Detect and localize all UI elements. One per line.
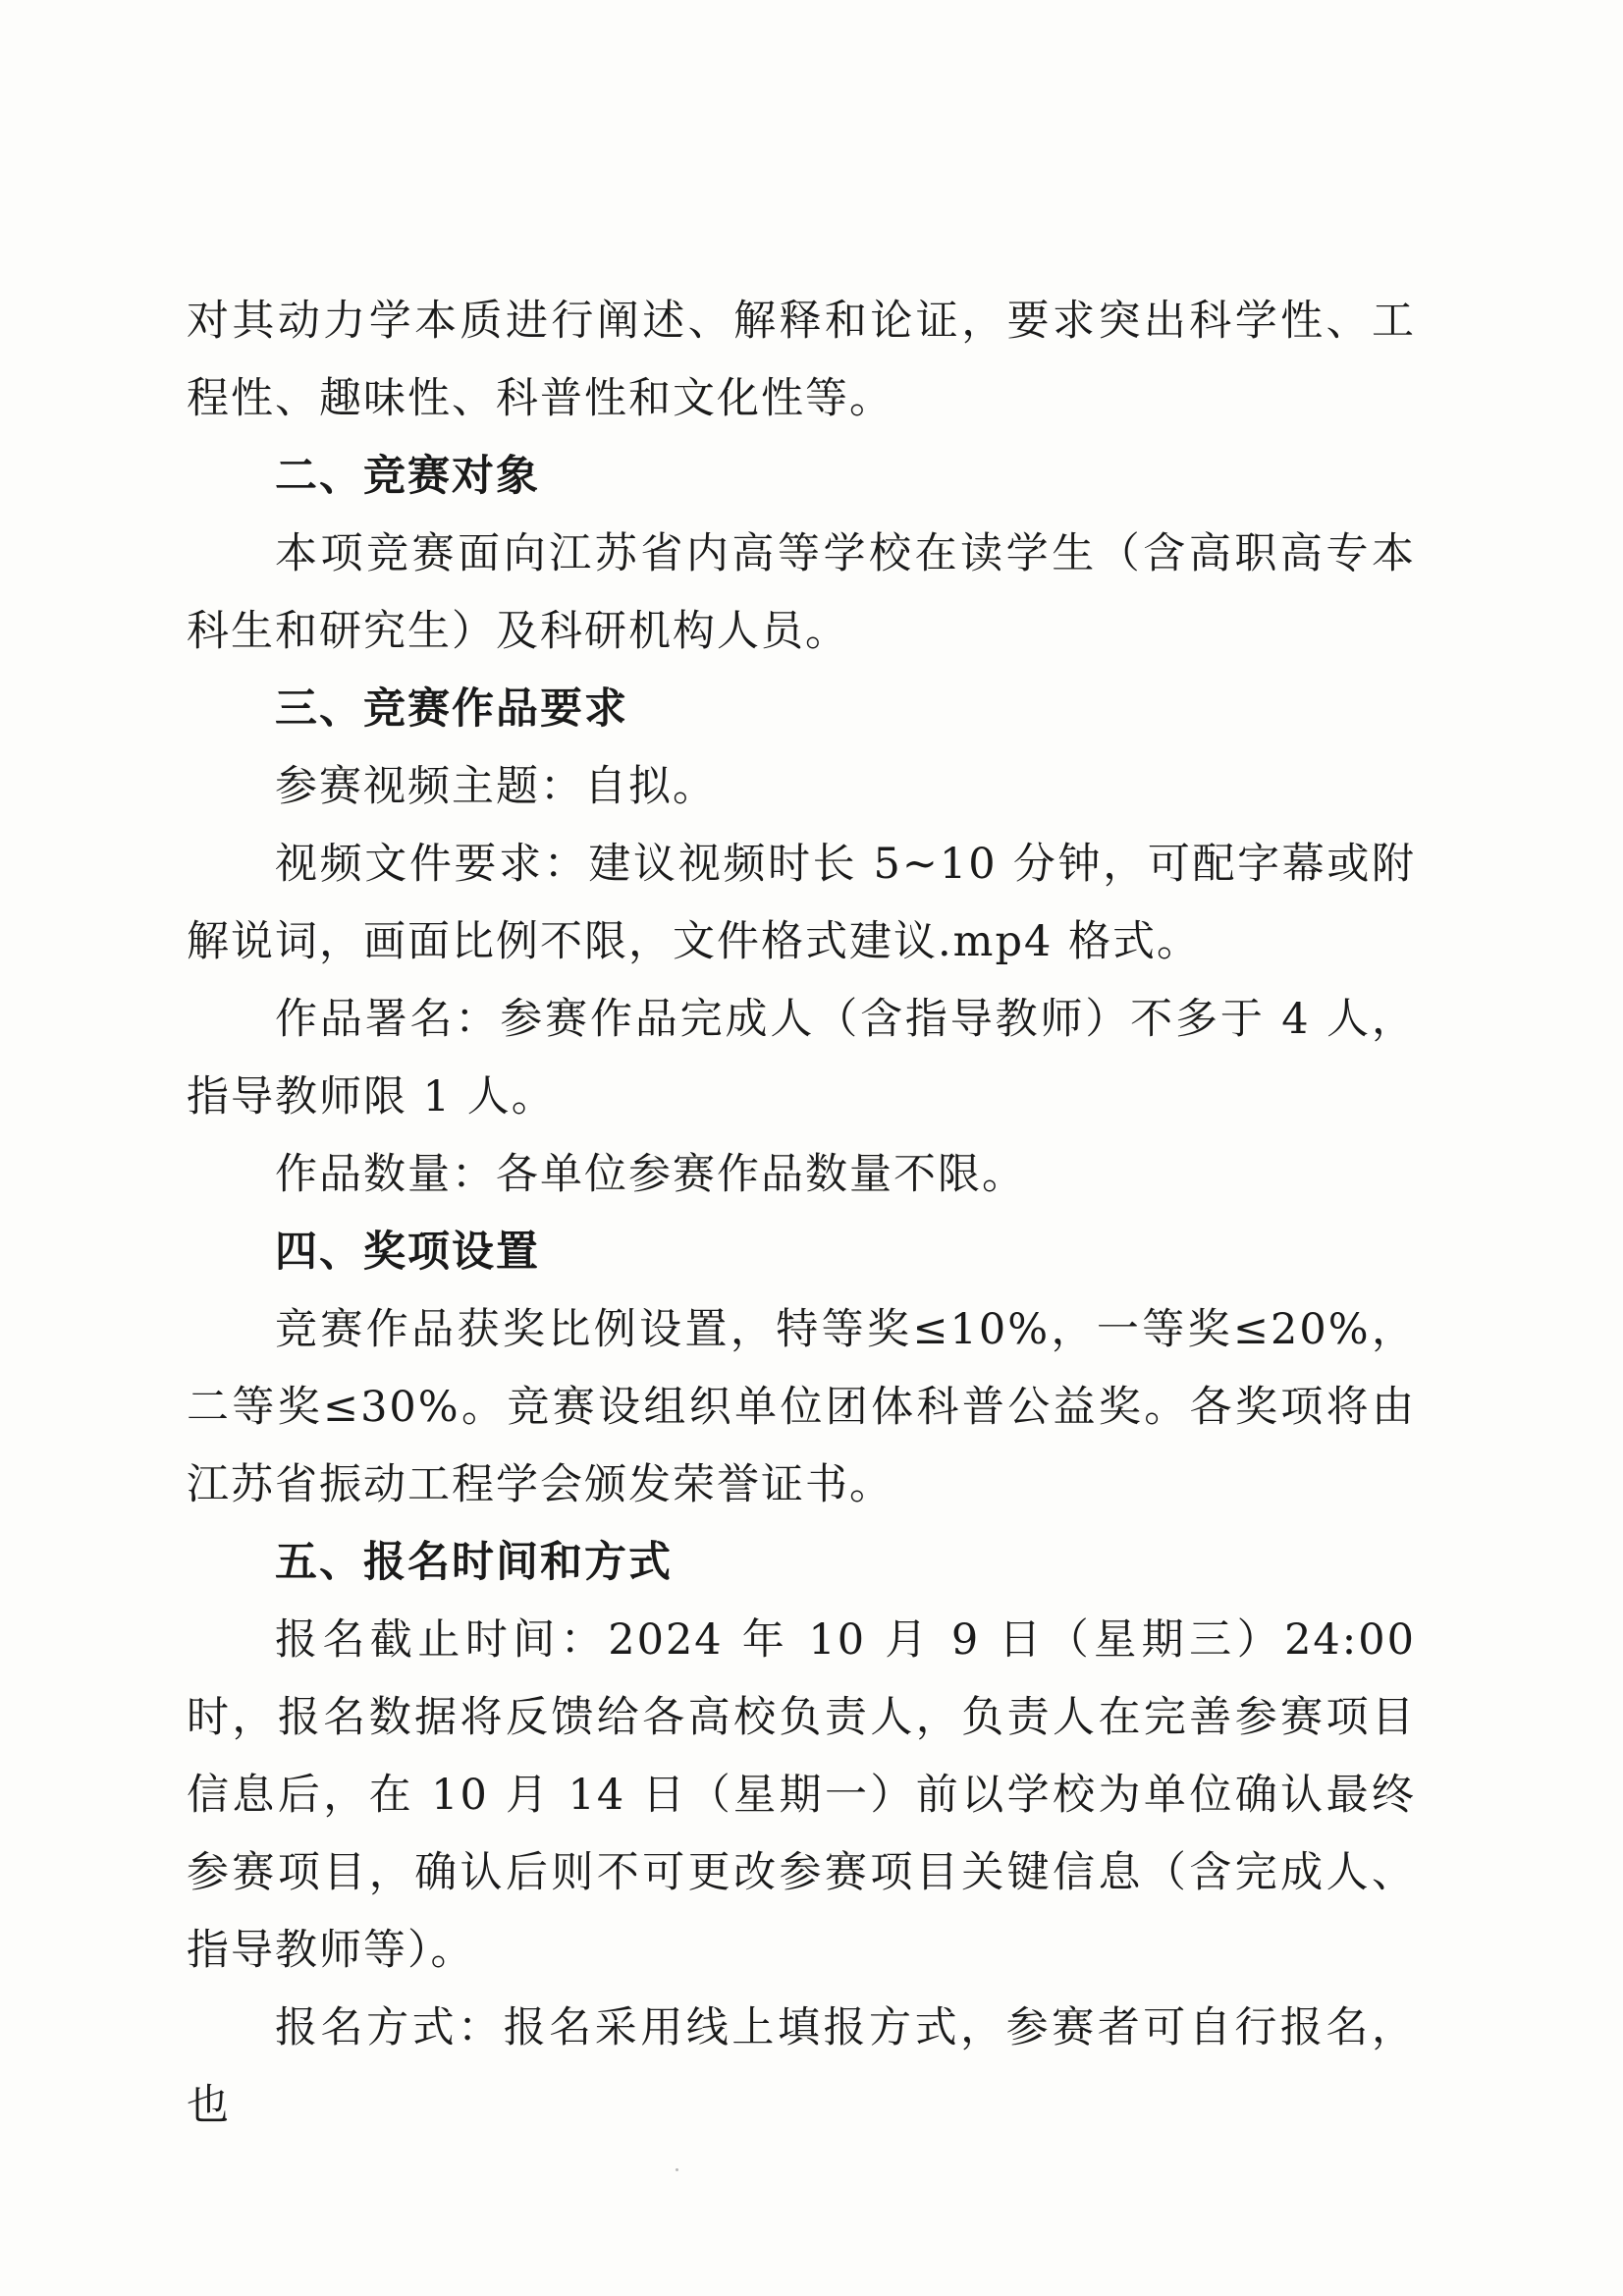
body-paragraph: 对其动力学本质进行阐述、解释和论证，要求突出科学性、工程性、趣味性、科普性和文化性等。 [187,297,1416,423]
scan-speck [676,2168,678,2171]
document-body [187,283,1416,2145]
section-heading: 四、奖项设置 [275,1228,540,1277]
section-heading: 二、竞赛对象 [275,452,540,501]
body-paragraph: 报名截止时间：2024 年 10 月 9 日（星期三）24:00 时，报名数据将反馈给各高校负责人，负责人在完善参赛项目信息后，在 10 月 14 日（星期一）前以学校为单位确认最终参赛项目，确认后则不可更改参赛项目关键信息（含完成人、指导教师等）。 [187,1615,1416,1975]
body-paragraph: 视频文件要求：建议视频时长 5~10 分钟，可配字幕或附解说词，画面比例不限，文件格式建议.mp4 格式。 [187,840,1416,966]
body-paragraph: 参赛视频主题：自拟。 [275,762,717,811]
body-paragraph: 作品数量：各单位参赛作品数量不限。 [275,1150,1026,1199]
body-paragraph: 报名方式：报名采用线上填报方式，参赛者可自行报名，也 [187,2003,1416,2130]
section-heading: 五、报名时间和方式 [275,1538,673,1587]
body-paragraph: 本项竞赛面向江苏省内高等学校在读学生（含高职高专本科生和研究生）及科研机构人员。 [187,529,1416,656]
section-heading: 三、竞赛作品要求 [275,684,628,734]
body-paragraph: 作品署名：参赛作品完成人（含指导教师）不多于 4 人，指导教师限 1 人。 [187,995,1416,1121]
body-paragraph: 竞赛作品获奖比例设置，特等奖≤10%，一等奖≤20%，二等奖≤30%。竞赛设组织单位团体科普公益奖。各奖项将由江苏省振动工程学会颁发荣誉证书。 [187,1305,1416,1509]
